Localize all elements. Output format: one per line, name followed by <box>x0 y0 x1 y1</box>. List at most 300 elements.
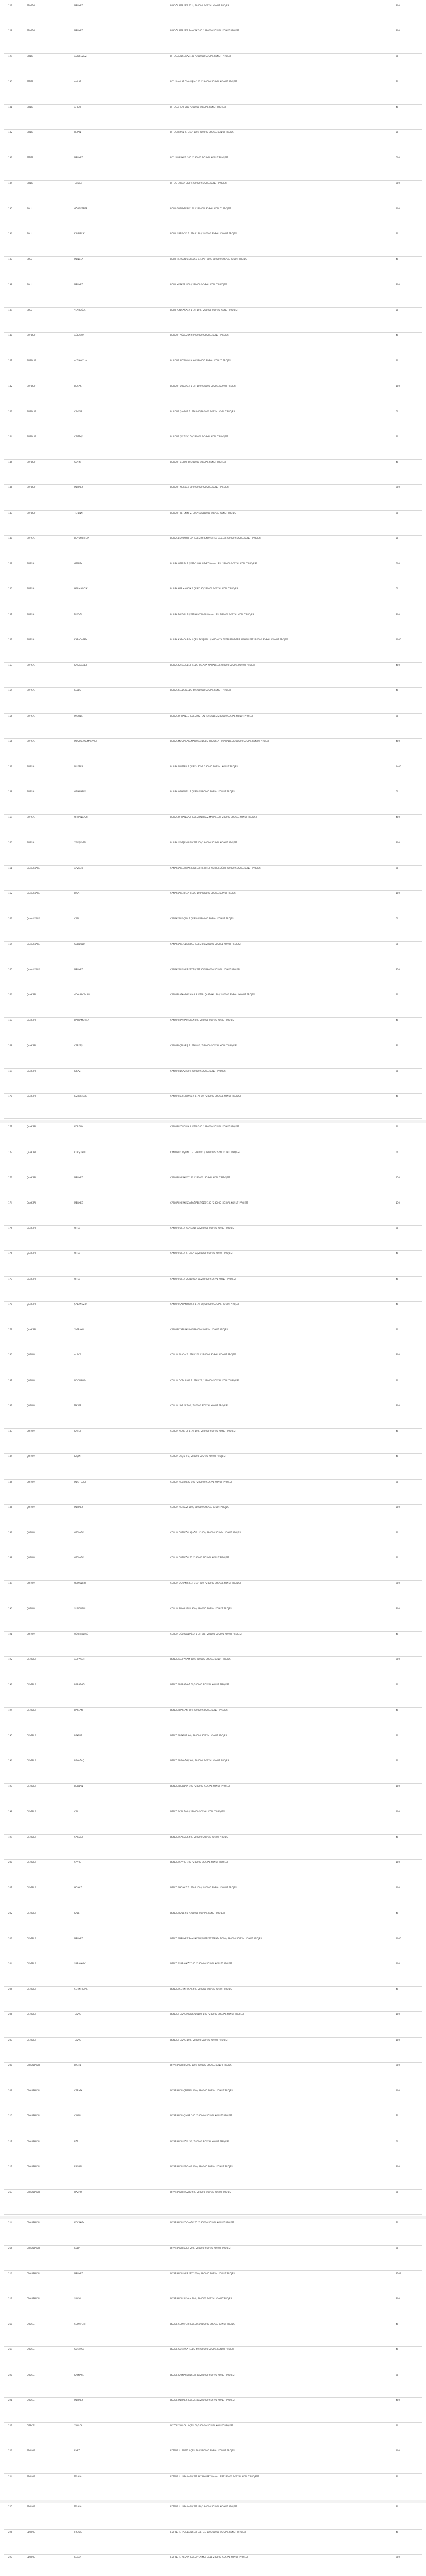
project-name-cell: BURDUR ÇELTİKÇİ 50/280000 SOSYAL KONUT PROJESİ <box>170 435 228 438</box>
district-cell: AHLAT <box>74 80 81 83</box>
project-name-cell: DİYARBAKIR ERGANİ 200 / 280000 SOSYAL KONUT PROJESİ <box>170 2165 233 2168</box>
row-number: 192 <box>8 1658 12 1661</box>
row-number: 150 <box>8 587 12 590</box>
project-name-cell: DENİZLİ BEKİLLİ 60 / 280000 SOSYAL KONUT PROJESİ <box>170 1734 228 1737</box>
row-number: 146 <box>8 486 12 489</box>
housing-count-cell: 60 <box>396 2246 399 2249</box>
district-cell: MENGEN <box>74 258 84 261</box>
table-row <box>4 308 422 333</box>
housing-count-cell: 1000 <box>396 638 401 641</box>
table-row <box>4 2296 422 2321</box>
project-name-cell: DENİZLİ TAVAS 100 / 280000 SOSYAL KONUT PROJESİ <box>170 2038 228 2041</box>
row-number: 200 <box>8 1861 12 1864</box>
row-number: 188 <box>8 1556 12 1560</box>
district-cell: MERKEZ <box>74 4 83 7</box>
province-cell: BURSA <box>27 714 35 717</box>
row-number: 190 <box>8 1607 12 1610</box>
table-row <box>4 916 422 941</box>
row-number: 133 <box>8 156 12 159</box>
housing-count-cell: 60 <box>396 1227 399 1230</box>
project-name-cell: ÇORUM KARGI 3. ETAP 100 / 280000 SOSYAL KONUT PROJESİ <box>170 1430 236 1433</box>
housing-count-cell: 2104 <box>396 2272 401 2275</box>
row-number: 147 <box>8 511 12 514</box>
project-name-cell: BURSA NİLÜFER İLÇESİ 3. ETAP 280000 SOSYAL KONUT PROJESİ <box>170 765 239 768</box>
district-cell: BABADAĞ <box>74 1683 85 1686</box>
district-cell: MERKEZ <box>74 1176 83 1179</box>
project-name-cell: ÇANKIRI ILGAZ 80 / 280000 SOSYAL KONUT PROJESİ <box>170 1069 226 1072</box>
table-row <box>4 1758 422 1784</box>
province-cell: ÇANKIRI <box>27 993 36 996</box>
table-row <box>4 2372 422 2398</box>
table-row <box>4 2038 422 2063</box>
table-row <box>4 1555 422 1581</box>
province-cell: BURSA <box>27 613 35 616</box>
project-name-cell: EDİRNE İLİ İPSALA İLÇESİ 180/280000 SOSYAL KONUT PROJESİ <box>170 2505 237 2508</box>
province-cell: DENİZLİ <box>27 1861 36 1864</box>
district-cell: ILGAZ <box>74 1069 81 1072</box>
table-row <box>4 155 422 180</box>
table-row <box>4 1733 422 1758</box>
province-cell: BURDUR <box>27 334 37 337</box>
housing-count-cell: 200 <box>396 1353 400 1357</box>
row-number: 227 <box>8 2556 12 2559</box>
province-cell: DÜZCE <box>27 2424 35 2427</box>
housing-count-cell: 150 <box>396 1176 400 1179</box>
housing-count-cell: 40 <box>396 105 399 108</box>
row-number: 157 <box>8 765 12 768</box>
district-cell: KELES <box>74 689 81 692</box>
province-cell: ÇANKIRI <box>27 1150 36 1154</box>
project-name-cell: ÇORUM LAÇİN 75 / 280000 SOSYAL KONUT PROJESİ <box>170 1455 226 1458</box>
project-name-cell: ÇANKIRI BAYRAMÖREN 80 / 280000 SOSYAL KONUT PROJESİ <box>170 1019 235 1022</box>
district-cell: TAVAS <box>74 2038 81 2041</box>
district-cell: ENEZ <box>74 2449 80 2452</box>
district-cell: MERKEZ <box>74 968 83 971</box>
row-number: 142 <box>8 384 12 387</box>
row-number: 166 <box>8 993 12 996</box>
housing-count-cell: 60 <box>396 410 399 413</box>
table-row <box>4 586 422 612</box>
project-name-cell: ÇANKIRI ORTA 2. ETAP 60/280000 SOSYAL KONUT PROJESİ <box>170 1252 233 1255</box>
row-number: 170 <box>8 1095 12 1098</box>
province-cell: DENİZLİ <box>27 1835 36 1838</box>
housing-count-cell: 200 <box>396 1582 400 1585</box>
row-number: 131 <box>8 105 12 108</box>
table-row <box>4 1632 422 1657</box>
province-cell: ÇANKIRI <box>27 1277 36 1280</box>
table-row <box>4 536 422 561</box>
province-cell: ÇORUM <box>27 1582 35 1585</box>
project-name-cell: ÇANKIRI ATKARACALAR 3. ETAP ÇARDAKLI 80 / 280000 SOSYAL KONUT PROJESİ <box>170 993 255 996</box>
province-cell: BİTLİS <box>27 55 33 58</box>
province-cell: DÜZCE <box>27 2323 35 2326</box>
row-number: 154 <box>8 689 12 692</box>
province-cell: BİTLİS <box>27 131 33 134</box>
table-row <box>4 1480 422 1505</box>
housing-count-cell: 40 <box>396 2424 399 2427</box>
housing-count-cell: 150 <box>396 1201 400 1204</box>
row-number: 135 <box>8 207 12 210</box>
project-name-cell: DENİZLİ ÇARDAK 60 / 280000 SOSYAL KONUT PROJESİ <box>170 1835 229 1838</box>
housing-count-cell: 60 <box>396 2373 399 2376</box>
project-name-cell: DİYARBAKIR HAZRO 60 / 280000 SOSYAL KONUT PROJESİ <box>170 2191 232 2194</box>
table-row <box>4 2246 422 2271</box>
housing-count-cell: 1400 <box>396 765 401 768</box>
row-number: 163 <box>8 917 12 920</box>
district-cell: ÇAL <box>74 1810 79 1813</box>
province-cell: DENİZLİ <box>27 1988 36 1991</box>
province-cell: ÇANKIRI <box>27 1095 36 1098</box>
project-name-cell: BURSA ORHANELİ İLÇESİ ÖZTEN MAHALLESİ 280000 SOSYAL KONUT PROJESİ <box>170 714 253 717</box>
row-number: 198 <box>8 1810 12 1813</box>
district-cell: BÜYÜKORHAN <box>74 536 90 539</box>
province-cell: BURSA <box>27 790 35 793</box>
row-number: 204 <box>8 1962 12 1965</box>
table-row <box>4 2190 422 2215</box>
district-cell: ORHANGAZİ <box>74 816 88 819</box>
project-name-cell: ÇANAKKALE AYVACIK İLÇESİ MEHMET KAMBEROĞLU 280000 SOSYAL KONUT PROJESİ <box>170 866 261 869</box>
table-row <box>4 1885 422 1910</box>
province-cell: ÇORUM <box>27 1430 35 1433</box>
project-name-cell: ÇANKIRI ŞABANÖZÜ 3. ETAP 80/280000 SOSYAL KONUT PROJESİ <box>170 1302 240 1306</box>
project-name-cell: ÇANKIRI MERKEZ AŞAĞIPELİTÖZÜ 150 / 280000 SOSYAL KONUT PROJESİ <box>170 1201 248 1204</box>
project-name-cell: ÇANKIRI ORTA DODURGA 60/280000 SOSYAL KONUT PROJESİ <box>170 1277 236 1280</box>
district-cell: SARAYKÖY <box>74 1962 86 1965</box>
district-cell: İPSALA <box>74 2531 82 2534</box>
housing-count-cell: 40 <box>396 689 399 692</box>
district-cell: KOCAKÖY <box>74 2221 84 2224</box>
project-name-cell: ÇANAKKALE MERKEZ İLÇESİ 300/280000 SOSYAL KONUT PROJESİ <box>170 968 240 971</box>
province-cell: DENİZLİ <box>27 1810 36 1813</box>
housing-count-cell: 60 <box>396 714 399 717</box>
province-cell: BİNGÖL <box>27 4 36 7</box>
housing-count-cell: 200 <box>396 1404 400 1407</box>
table-row <box>4 612 422 637</box>
table-row <box>4 1200 422 1226</box>
project-name-cell: DİYARBAKIR ÇERMİK 100 / 280000 SOSYAL KONUT PROJESİ <box>170 2089 233 2092</box>
table-row <box>4 105 422 130</box>
housing-count-cell: 70 <box>396 80 399 83</box>
table-row <box>4 1784 422 1809</box>
row-number: 136 <box>8 232 12 235</box>
housing-count-cell: 60 <box>396 1069 399 1072</box>
housing-count-cell: 400 <box>396 2398 400 2401</box>
province-cell: DENİZLİ <box>27 1683 36 1686</box>
table-row <box>4 1530 422 1555</box>
row-number: 225 <box>8 2505 12 2508</box>
province-cell: DÜZCE <box>27 2398 35 2401</box>
table-row <box>4 181 422 206</box>
province-cell: ÇORUM <box>27 1455 35 1458</box>
project-name-cell: BOLU GÖRÜKTEPE 150 / 280000 SOSYAL KONUT PROJESİ <box>170 207 231 210</box>
district-cell: ORHANELİ <box>74 790 86 793</box>
district-cell: MERKEZ <box>74 486 83 489</box>
province-cell: BİTLİS <box>27 156 33 159</box>
row-number: 184 <box>8 1455 12 1458</box>
province-cell: DENİZLİ <box>27 1937 36 1940</box>
district-cell: ATKARACALAR <box>74 993 90 996</box>
table-row <box>4 28 422 54</box>
project-name-cell: BİTLİS AHLAT OVAKIŞLA 100 / 280000 SOSYAL KONUT PROJESİ <box>170 80 237 83</box>
table-row <box>4 1150 422 1175</box>
province-cell: BURSA <box>27 638 35 641</box>
row-number: 139 <box>8 308 12 311</box>
province-cell: ÇANAKKALE <box>27 917 40 920</box>
row-number: 217 <box>8 2297 12 2300</box>
table-row <box>4 1987 422 2012</box>
row-number: 132 <box>8 131 12 134</box>
project-name-cell: DENİZLİ MERKEZ PAMUKKALE/MERKEZEFENDİ 1000 / 280000 SOSYAL KONUT PROJESİ <box>170 1937 263 1940</box>
row-number: 186 <box>8 1505 12 1509</box>
province-cell: DÜZCE <box>27 2373 35 2376</box>
housing-count-cell: 40 <box>396 334 399 337</box>
table-row <box>4 1226 422 1251</box>
row-number: 189 <box>8 1582 12 1585</box>
province-cell: BURDUR <box>27 359 37 362</box>
project-name-cell: DENİZLİ HONAZ 2. ETAP 100 / 280000 SOSYAL KONUT PROJESİ <box>170 1886 237 1889</box>
row-number: 175 <box>8 1227 12 1230</box>
project-name-cell: BURDUR GEYİKİ 60/280000 SOSYAL KONUT PROJESİ <box>170 461 226 464</box>
district-cell: KARACABEY <box>74 638 87 641</box>
row-number: 185 <box>8 1480 12 1483</box>
table-row <box>4 1936 422 1961</box>
row-number: 137 <box>8 258 12 261</box>
province-cell: BURDUR <box>27 511 37 514</box>
table-row <box>4 206 422 231</box>
district-cell: HAZRO <box>74 2191 82 2194</box>
project-name-cell: DENİZLİ SARAYKÖY 100 / 280000 SOSYAL KONUT PROJESİ <box>170 1962 232 1965</box>
district-cell: SUNGURLU <box>74 1607 87 1610</box>
project-name-cell: DENİZLİ KALE 60 / 280000 SOSYAL KONUT PROJESİ <box>170 1911 225 1914</box>
housing-count-cell: 40 <box>396 1988 399 1991</box>
table-row <box>4 1378 422 1403</box>
district-cell: YENİÇAĞA <box>74 308 86 311</box>
province-cell: EDİRNE <box>27 2531 35 2534</box>
province-cell: DİYARBAKIR <box>27 2165 40 2168</box>
province-cell: ÇANKIRI <box>27 1176 36 1179</box>
table-row <box>4 1657 422 1682</box>
row-number: 203 <box>8 1937 12 1940</box>
project-name-cell: BURSA MUSTAFAKEMALPAŞA İLÇESİ HILALKENT MAHALLESİ 280000 SOSYAL KONUT PROJESİ <box>170 739 269 742</box>
housing-count-cell: 40 <box>396 1531 399 1534</box>
row-number: 180 <box>8 1353 12 1357</box>
housing-count-cell: 40 <box>396 1277 399 1280</box>
district-cell: MERKEZ <box>74 1937 83 1940</box>
table-row <box>4 2220 422 2245</box>
district-cell: BAKLAN <box>74 1708 83 1711</box>
district-cell: SİLVAN <box>74 2297 82 2300</box>
housing-count-cell: 50 <box>396 308 399 311</box>
project-name-cell: DİYARBAKIR EĞİL 50 / 280000 SOSYAL KONUT PROJESİ <box>170 2140 229 2143</box>
housing-count-cell: 400 <box>396 664 400 667</box>
housing-count-cell: 40 <box>396 258 399 261</box>
project-name-cell: DENİZLİ ÇAL 100 / 280000 SOSYAL KONUT PROJESİ <box>170 1810 225 1813</box>
table-row <box>4 714 422 739</box>
row-number: 223 <box>8 2449 12 2452</box>
housing-count-cell: 40 <box>396 2323 399 2326</box>
province-cell: ÇANKIRI <box>27 1125 36 1128</box>
table-row <box>4 1505 422 1530</box>
housing-count-cell: 300 <box>396 29 400 32</box>
project-name-cell: BİNGÖL MERKEZ SANCAK 100 / 280000 SOSYAL KONUT PROJESİ <box>170 29 239 32</box>
housing-count-cell: 40 <box>396 435 399 438</box>
project-name-cell: DÜZCE YIĞILCA İLÇESİ 60/280000 SOSYAL KONUT PROJESİ <box>170 2424 233 2427</box>
row-number: 209 <box>8 2089 12 2092</box>
district-cell: CUMAYERİ <box>74 2323 86 2326</box>
housing-count-cell: 100 <box>396 1810 400 1813</box>
province-cell: DÜZCE <box>27 2348 35 2351</box>
housing-count-cell: 200 <box>396 2556 400 2559</box>
housing-count-cell: 40 <box>396 1556 399 1560</box>
project-name-cell: BURSA İNEGÖL İLÇESİ HAMZALAR MAHALLESİ 280000 SOSYAL KONUT PROJESİ <box>170 613 255 616</box>
district-cell: HONAZ <box>74 1886 82 1889</box>
district-cell: UĞURLUDAĞ <box>74 1632 88 1635</box>
table-row <box>4 460 422 485</box>
district-cell: KORGUN <box>74 1125 84 1128</box>
province-cell: DİYARBAKIR <box>27 2063 40 2066</box>
province-cell: BURSA <box>27 816 35 819</box>
housing-count-cell: 50 <box>396 131 399 134</box>
district-cell: ÇAVDIR <box>74 410 82 413</box>
housing-count-cell: 40 <box>396 1125 399 1128</box>
table-row <box>4 2113 422 2139</box>
row-number: 145 <box>8 461 12 464</box>
district-cell: BUCAK <box>74 384 82 387</box>
table-row <box>4 79 422 105</box>
district-cell: MERKEZ <box>74 29 83 32</box>
project-name-cell: ÇANKIRI ORTA YAPRAKLI 60/280000 SOSYAL KONUT PROJESİ <box>170 1227 235 1230</box>
district-cell: ORTAKÖY <box>74 1531 84 1534</box>
district-cell: ÇİVRİL <box>74 1861 81 1864</box>
project-name-cell: DENİZLİ SERİNHİSAR 60 / 280000 SOSYAL KONUT PROJESİ <box>170 1988 233 1991</box>
province-cell: ÇORUM <box>27 1379 35 1382</box>
district-cell: GEMLİK <box>74 562 82 565</box>
district-cell: GEYİKİ <box>74 461 81 464</box>
row-number: 219 <box>8 2348 12 2351</box>
housing-count-cell: 300 <box>396 486 400 489</box>
page-break <box>0 2216 426 2219</box>
housing-count-cell: 200 <box>396 2063 400 2066</box>
district-cell: ORTA <box>74 1277 80 1280</box>
row-number: 183 <box>8 1430 12 1433</box>
housing-count-cell: 100 <box>396 2089 400 2092</box>
district-cell: MUSTAFAKEMALPAŞA <box>74 739 97 742</box>
housing-count-cell: 80 <box>396 942 399 945</box>
project-name-cell: DİYARBAKIR KULP 200 / 280000 SOSYAL KONUT PROJESİ <box>170 2246 231 2249</box>
province-cell: ÇANAKKALE <box>27 866 40 869</box>
district-cell: ALTINYAYLA <box>74 359 87 362</box>
district-cell: HARMANCIK <box>74 587 88 590</box>
project-name-cell: BOLU MENGEN GÖKÇESU 2. ETAP 200 / 280000 SOSYAL KONUT PROJESİ <box>170 258 248 261</box>
housing-count-cell: 100 <box>396 892 400 895</box>
project-name-cell: BURSA YENİŞEHİR İLÇESİ 200/280000 SOSYAL KONUT PROJESİ <box>170 841 237 844</box>
province-cell: ÇANKIRI <box>27 1252 36 1255</box>
province-cell: BOLU <box>27 308 33 311</box>
row-number: 169 <box>8 1069 12 1072</box>
province-cell: EDİRNE <box>27 2505 35 2508</box>
province-cell: DİYARBAKIR <box>27 2297 40 2300</box>
province-cell: BİTLİS <box>27 80 33 83</box>
project-name-cell: ÇORUM SUNGURLU 300 / 280000 SOSYAL KONUT PROJESİ <box>170 1607 232 1610</box>
province-cell: ÇANKIRI <box>27 1201 36 1204</box>
province-cell: BURSA <box>27 587 35 590</box>
row-number: 222 <box>8 2424 12 2427</box>
row-number: 168 <box>8 1044 12 1047</box>
row-number: 156 <box>8 739 12 742</box>
row-number: 181 <box>8 1379 12 1382</box>
row-number: 141 <box>8 359 12 362</box>
district-cell: BAYRAMÖREN <box>74 1019 90 1022</box>
row-number: 208 <box>8 2063 12 2066</box>
row-number: 197 <box>8 1785 12 1788</box>
row-number: 152 <box>8 638 12 641</box>
housing-count-cell: 40 <box>396 1734 399 1737</box>
district-cell: ÇAN <box>74 917 79 920</box>
project-name-cell: EDİRNE İLİ KEŞAN İLÇESİ YENİMAHALLE 280000 SOSYAL KONUT PROJESİ <box>170 2556 248 2559</box>
district-cell: ÇINAR <box>74 2114 81 2117</box>
housing-count-cell: 500 <box>396 1505 400 1509</box>
project-name-cell: DENİZLİ BEYAĞAÇ 60 / 280000 SOSYAL KONUT PROJESİ <box>170 1759 230 1762</box>
province-cell: DENİZLİ <box>27 1759 36 1762</box>
housing-count-cell: 300 <box>396 283 400 286</box>
district-cell: YIĞILCA <box>74 2424 83 2427</box>
table-row <box>4 942 422 967</box>
project-name-cell: BİTLİS MERKEZ 300 / 280000 SOSYAL KONUT PROJESİ <box>170 156 228 159</box>
district-cell: OSMANCIK <box>74 1582 86 1585</box>
province-cell: BOLU <box>27 258 33 261</box>
district-cell: BEKİLLİ <box>74 1734 82 1737</box>
housing-count-cell: 40 <box>396 993 399 996</box>
housing-count-cell: 40 <box>396 1252 399 1255</box>
table-row <box>4 1043 422 1069</box>
project-name-cell: BOLU MERKEZ 400 / 280000 SOSYAL KONUT PROJESİ <box>170 283 227 286</box>
table-row <box>4 815 422 840</box>
province-cell: EDİRNE <box>27 2449 35 2452</box>
table-row <box>4 866 422 891</box>
housing-count-cell: 40 <box>396 232 399 235</box>
housing-count-cell: 100 <box>396 1861 400 1864</box>
province-cell: DİYARBAKIR <box>27 2246 40 2249</box>
province-cell: DENİZLİ <box>27 2013 36 2016</box>
project-name-cell: BURDUR MERKEZ 300/280000 SOSYAL KONUT PROJESİ <box>170 486 229 489</box>
project-name-cell: BURSA HARMANCIK İLÇESİ 180/280000 SOSYAL KONUT PROJESİ <box>170 587 239 590</box>
province-cell: DİYARBAKIR <box>27 2191 40 2194</box>
province-cell: ÇORUM <box>27 1531 35 1534</box>
housing-count-cell: 370 <box>396 968 400 971</box>
province-cell: ÇANKIRI <box>27 1044 36 1047</box>
district-cell: KARACABEY <box>74 664 87 667</box>
row-number: 211 <box>8 2140 12 2143</box>
district-cell: ÇELTİKÇİ <box>74 435 83 438</box>
row-number: 171 <box>8 1125 12 1128</box>
row-number: 176 <box>8 1252 12 1255</box>
province-cell: BURSA <box>27 739 35 742</box>
province-cell: DİYARBAKIR <box>27 2221 40 2224</box>
row-number: 165 <box>8 968 12 971</box>
province-cell: ÇANKIRI <box>27 1328 36 1331</box>
province-cell: ÇANKIRI <box>27 1069 36 1072</box>
province-cell: BURSA <box>27 689 35 692</box>
row-number: 205 <box>8 1988 12 1991</box>
district-cell: MECİTÖZÜ <box>74 1480 86 1483</box>
row-number: 193 <box>8 1683 12 1686</box>
province-cell: BURDUR <box>27 486 37 489</box>
district-cell: YAPRAKLI <box>74 1328 84 1331</box>
table-row <box>4 1809 422 1835</box>
province-cell: ÇORUM <box>27 1505 35 1509</box>
housing-count-cell: 60 <box>396 790 399 793</box>
project-name-cell: DİYARBAKIR ÇINAR 100 / 280000 SOSYAL KONUT PROJESİ <box>170 2114 232 2117</box>
